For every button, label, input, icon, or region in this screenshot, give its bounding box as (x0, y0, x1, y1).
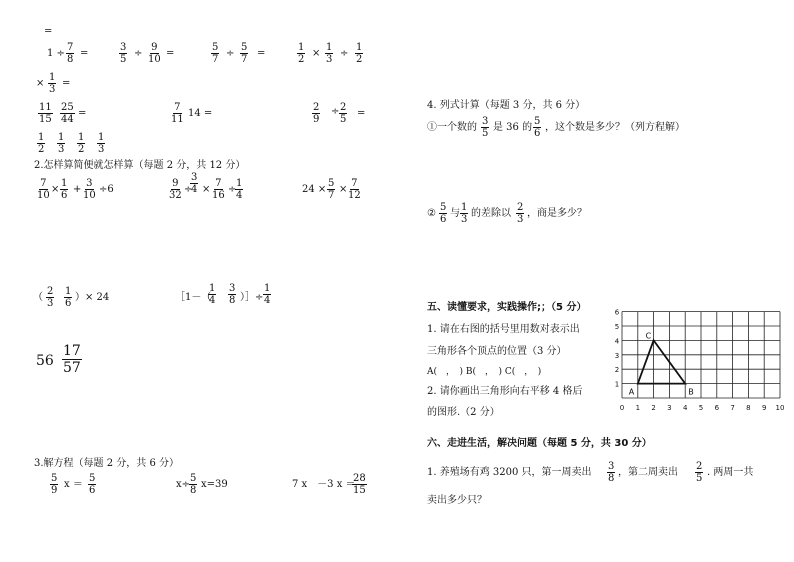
fraction: 25 44 (61, 102, 74, 125)
q4b-text: ，商是多少？ (527, 208, 587, 219)
fraction: 5 6 (534, 116, 541, 139)
y-tick-label: 5 (614, 323, 620, 331)
s6-q1-text: 卖出多少只？ (427, 495, 487, 506)
expr-text: ÷ (226, 48, 235, 59)
fraction: 2 9 (313, 102, 320, 125)
stray-equals: = (44, 26, 53, 37)
expr-text: = (257, 48, 266, 59)
q4-title: 4. 列式计算（每题 3 分，共 6 分） (427, 100, 586, 111)
y-tick-label: 4 (614, 337, 620, 346)
expr-text: × (36, 78, 45, 89)
fraction: 7 11 (171, 102, 184, 125)
expr-text: （ (33, 292, 43, 303)
q4a-text: ，这个数是多少？（列方程解） (545, 122, 685, 133)
fraction: 1 2 (78, 132, 85, 155)
fraction: 5 8 (190, 473, 197, 496)
s5-line: 三角形各个顶点的位置（3 分） (427, 346, 567, 357)
expr-text: = (78, 108, 87, 119)
q2-title: 2.怎样算简便就怎样算（每题 2 分，共 12 分） (34, 160, 246, 171)
x-tick-label: 3 (667, 404, 672, 412)
y-tick-label: 2 (614, 366, 620, 375)
expr-text: 24 × (302, 184, 327, 195)
fraction: 1 4 (236, 178, 243, 201)
fraction: 1 6 (61, 178, 68, 201)
fraction: 1 6 (65, 286, 72, 309)
vertex-label: A (628, 387, 635, 397)
q4b-text: 与 (450, 208, 460, 219)
x-tick-label: 7 (730, 404, 735, 412)
expr-text: ÷ (184, 184, 193, 195)
expr-text: ÷ (134, 48, 143, 59)
fraction: 7 8 (67, 42, 74, 65)
expr-text: x ＝ (64, 479, 83, 490)
section-5-title: 五、读懂要求，实践操作;；（5 分） (427, 302, 587, 313)
expr-text: × (312, 48, 321, 59)
expr-text: 14 = (188, 108, 213, 119)
expr-text: = (166, 48, 175, 59)
expr-text: × (51, 184, 60, 195)
y-tick-label: 6 (614, 308, 620, 317)
x-tick-label: 6 (714, 404, 720, 412)
fraction: 1 3 (49, 72, 56, 95)
fraction: 3 5 (120, 42, 127, 65)
section-6-title: 六、走进生活，解决问题（每题 5 分，共 30 分） (427, 438, 652, 449)
expr-text: ÷ (331, 106, 340, 117)
fraction: 28 15 (353, 473, 366, 496)
fraction: 5 7 (241, 42, 248, 65)
s5-line: 的图形.（2 分） (427, 407, 500, 418)
s6-q1-text: . 两周一共 (707, 467, 754, 478)
fraction: 5 7 (328, 178, 335, 201)
x-tick-label: 4 (682, 404, 688, 412)
fraction: 1 3 (326, 42, 333, 65)
expr-text: ［1－（ (175, 292, 212, 303)
y-tick-label: 3 (614, 351, 620, 360)
y-tick-label: 1 (614, 380, 620, 389)
fraction: 7 10 (37, 178, 50, 201)
q4b-text: ② (427, 208, 436, 219)
expr-text: ）× 24 (75, 292, 110, 303)
fraction: 1 2 (38, 132, 45, 155)
expr-text: x÷ (176, 479, 191, 490)
x-tick-label: 9 (761, 404, 767, 412)
expr-text: × (202, 184, 211, 195)
expr-text: 1 ÷ (47, 48, 65, 59)
x-tick-label: 10 (775, 404, 785, 412)
s6-q1-text: 1. 养殖场有鸡 3200 只，第一周卖出 (427, 467, 592, 478)
fraction: 5 7 (212, 42, 219, 65)
fraction: 2 3 (47, 286, 54, 309)
x-tick-label: 8 (746, 404, 751, 412)
x-tick-label: 0 (619, 404, 625, 412)
expr-text: = (357, 108, 366, 119)
triangle-abc (638, 340, 685, 383)
fraction: 3 4 (191, 172, 198, 195)
fraction: 3 8 (608, 461, 615, 484)
fraction: 7 12 (348, 178, 361, 201)
expr-text: ÷ (228, 184, 237, 195)
expr-text: ）］÷ (240, 292, 264, 303)
fraction: 2 5 (340, 102, 347, 125)
fraction: 7 16 (212, 178, 225, 201)
expr-text: + (73, 184, 82, 195)
expr-text: x=39 (201, 479, 228, 490)
fraction: 5 6 (440, 202, 447, 225)
fraction: 3 10 (83, 178, 96, 201)
fraction: 5 9 (51, 473, 58, 496)
x-tick-label: 5 (698, 404, 704, 412)
fraction: 1 4 (209, 283, 216, 306)
expr-text: = (62, 78, 71, 89)
s6-q1-text: ，第二周卖出 (618, 467, 678, 478)
coordinate-grid (612, 306, 788, 418)
fraction: 1 2 (356, 42, 363, 65)
s5-line: 2. 请你画出三角形向右平移 4 格后 (427, 386, 583, 397)
q4b-text: 的差除以 (471, 208, 511, 219)
vertex-label: B (688, 387, 694, 397)
q4a-text: 是 36 的 (493, 122, 533, 133)
expr-text: ÷ (340, 48, 349, 59)
q3-title: 3.解方程（每题 2 分，共 6 分） (34, 458, 179, 469)
fraction: 1 4 (264, 283, 271, 306)
vertex-label: C (645, 331, 652, 341)
expr-text: = (80, 48, 89, 59)
fraction: 17 57 (63, 343, 81, 376)
expr-text: 56 (36, 353, 54, 369)
expr-text: ÷6 (99, 184, 114, 195)
s5-line: 1. 请在右图的括号里用数对表示出 (427, 324, 580, 335)
fraction: 1 3 (461, 202, 468, 225)
expr-text: 7 x －3 x ＝ (292, 479, 356, 490)
q4a-text: ①一个数的 (427, 122, 477, 133)
x-tick-label: 1 (635, 404, 641, 412)
fraction: 2 5 (696, 461, 703, 484)
x-tick-label: 2 (651, 404, 656, 412)
fraction: 3 5 (482, 116, 489, 139)
fraction: 1 3 (58, 132, 65, 155)
fraction: 11 15 (39, 102, 52, 125)
fraction: 9 10 (148, 42, 161, 65)
expr-text: × (339, 184, 348, 195)
fraction: 2 3 (517, 202, 524, 225)
fraction: 1 2 (298, 42, 305, 65)
s5-line: A( ， ) B( ， ) C( ， ) (427, 367, 542, 377)
fraction: 5 6 (89, 473, 96, 496)
fraction: 1 3 (98, 132, 105, 155)
fraction: 9 32 (169, 178, 182, 201)
fraction: 3 8 (229, 283, 236, 306)
